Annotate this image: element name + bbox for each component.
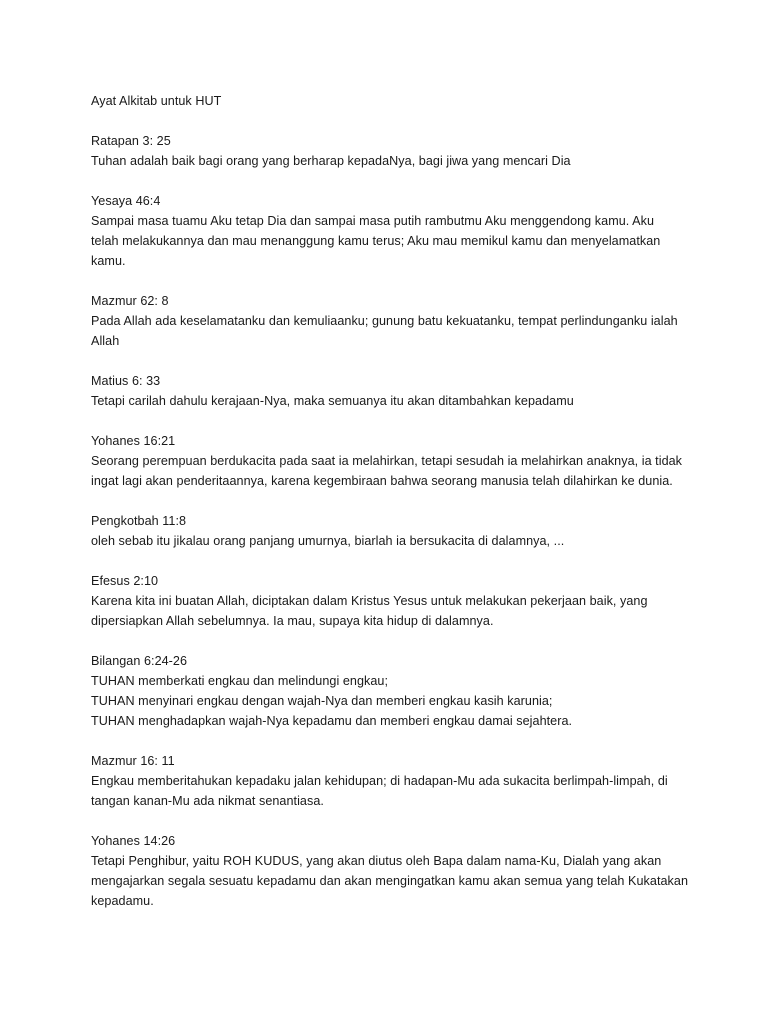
verse-text-line: Engkau memberitahukan kepadaku jalan kehidupan; di hadapan-Mu ada sukacita berlimpah-limpah, di <box>91 774 668 788</box>
verse-block <box>91 291 691 351</box>
verse-block <box>91 831 691 911</box>
verse-reference: Yesaya 46:4 <box>91 194 161 208</box>
verse-text-line: oleh sebab itu jikalau orang panjang umurnya, biarlah ia bersukacita di dalamnya, ... <box>91 534 565 548</box>
verse-text-line: Tetapi Penghibur, yaitu ROH KUDUS, yang akan diutus oleh Bapa dalam nama-Ku, Dialah yang akan <box>91 854 662 868</box>
document-title: Ayat Alkitab untuk HUT <box>91 94 222 108</box>
verse-block <box>91 751 691 811</box>
verse-text-line: TUHAN memberkati engkau dan melindungi engkau; <box>91 674 389 688</box>
verse-text-line: mengajarkan segala sesuatu kepadamu dan akan mengingatkan kamu akan semua yang telah Kukatakan <box>91 874 688 888</box>
verse-reference: Ratapan 3: 25 <box>91 134 171 148</box>
verse-block <box>91 511 691 551</box>
verse-list <box>91 131 691 911</box>
verse-reference: Mazmur 16: 11 <box>91 754 175 768</box>
verse-block <box>91 431 691 491</box>
verse-block <box>91 571 691 631</box>
verse-block <box>91 651 691 731</box>
verse-block <box>91 131 691 171</box>
verse-text-line: Sampai masa tuamu Aku tetap Dia dan sampai masa putih rambutmu Aku menggendong kamu. Aku <box>91 214 655 228</box>
verse-reference: Mazmur 62: 8 <box>91 294 169 308</box>
verse-reference: Matius 6: 33 <box>91 374 161 388</box>
verse-block <box>91 371 691 411</box>
verse-text-line: telah melakukannya dan mau menanggung kamu terus; Aku mau memikul kamu dan menyelamatkan <box>91 234 661 248</box>
verse-reference: Pengkotbah 11:8 <box>91 514 187 528</box>
verse-text-line: kamu. <box>91 254 126 268</box>
verse-text-line: Allah <box>91 334 120 348</box>
verse-block <box>91 191 691 271</box>
verse-text-line: Karena kita ini buatan Allah, diciptakan dalam Kristus Yesus untuk melakukan pekerjaan baik, yang <box>91 594 648 608</box>
verse-text-line: tangan kanan-Mu ada nikmat senantiasa. <box>91 794 324 808</box>
verse-reference: Bilangan 6:24-26 <box>91 654 188 668</box>
verse-text-line: kepadamu. <box>91 894 154 908</box>
verse-text-line: ingat lagi akan penderitaannya, karena kegembiraan bahwa seorang manusia telah dilahirkan ke dunia. <box>91 474 673 488</box>
verse-reference: Yohanes 14:26 <box>91 834 176 848</box>
verse-reference: Efesus 2:10 <box>91 574 159 588</box>
verse-reference: Yohanes 16:21 <box>91 434 176 448</box>
verse-text-line: TUHAN menyinari engkau dengan wajah-Nya dan memberi engkau kasih karunia; <box>91 694 553 708</box>
verse-text-line: TUHAN menghadapkan wajah-Nya kepadamu dan memberi engkau damai sejahtera. <box>91 714 573 728</box>
document-page <box>91 91 691 931</box>
verse-text-line: Tuhan adalah baik bagi orang yang berharap kepadaNya, bagi jiwa yang mencari Dia <box>91 154 571 168</box>
verse-text-line: Pada Allah ada keselamatanku dan kemuliaanku; gunung batu kekuatanku, tempat perlindunganku ialah <box>91 314 678 328</box>
verse-text-line: Seorang perempuan berdukacita pada saat ia melahirkan, tetapi sesudah ia melahirkan anaknya, ia tidak <box>91 454 683 468</box>
verse-text-line: dipersiapkan Allah sebelumnya. Ia mau, supaya kita hidup di dalamnya. <box>91 614 494 628</box>
verse-text-line: Tetapi carilah dahulu kerajaan-Nya, maka semuanya itu akan ditambahkan kepadamu <box>91 394 574 408</box>
